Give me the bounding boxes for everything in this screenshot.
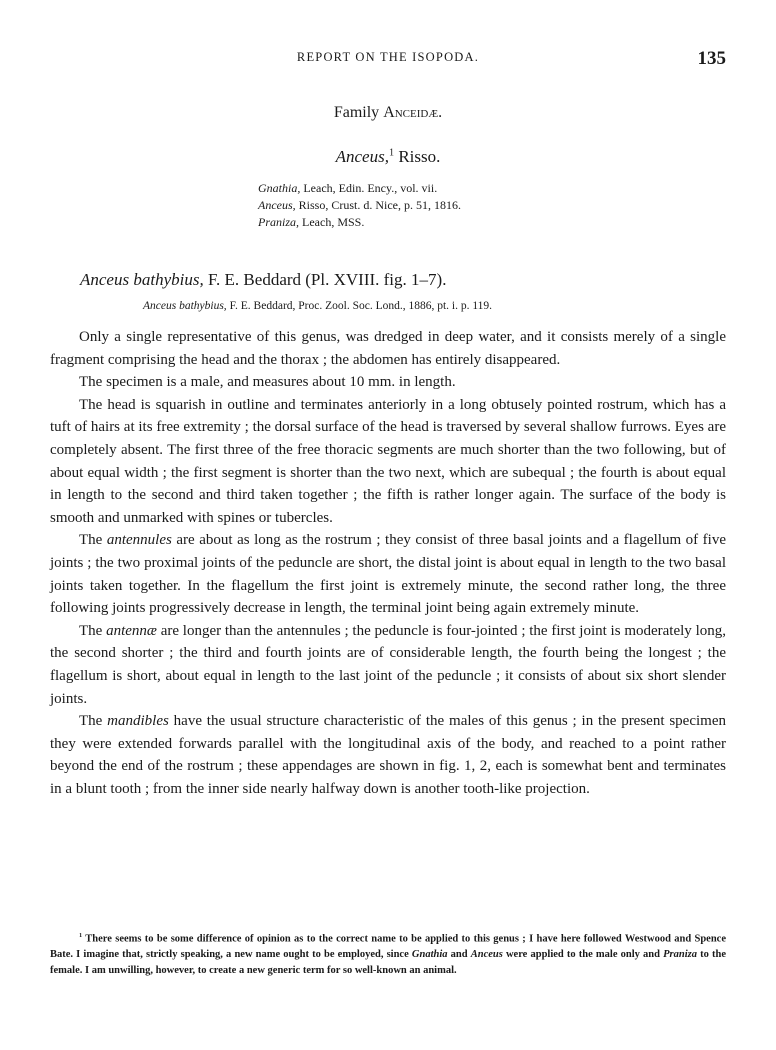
paragraph bbox=[50, 620, 726, 710]
species-heading bbox=[80, 270, 446, 290]
term-antennae: antennæ bbox=[106, 622, 157, 639]
footnote bbox=[50, 928, 726, 978]
running-head: REPORT ON THE ISOPODA. bbox=[296, 50, 480, 64]
species-reference bbox=[143, 300, 492, 312]
term-antennules: antennules bbox=[106, 532, 172, 549]
synonym-name: Gnathia, bbox=[258, 181, 301, 195]
text-run: are about as long as the rostrum ; they consist of three basal joints and a flagellum of five joints ; the two proximal joints of the peduncle are short, the distal joint is about equal in length to the two basal joints taken together. In the flagellum the first joint is extremely minute, the second rather long, the three following joints progressively decrease in length, the terminal joint being again extremely minute. bbox=[50, 532, 727, 617]
species-ref-text: F. E. Beddard, Proc. Zool. Soc. Lond., 1886, pt. i. p. 119. bbox=[226, 300, 493, 312]
term-gnathia: Gnathia bbox=[411, 949, 448, 960]
footnote-mark: 1 bbox=[388, 147, 395, 159]
footnote-mark: 1 bbox=[79, 932, 83, 939]
text-run: are longer than the antennules ; the peduncle is four-jointed ; the first joint is moderately long, the second shorter ; the third and fourth joints are of considerable length, the fourth being the longest ; the flagellum is short, about equal in length to the last joint of the peduncle ; it consists of about six short slender joints. bbox=[50, 622, 726, 707]
text-run: There seems to be some difference of opinion as to the correct name to be applied to this genus ; I have here followed Westwood and Spence Bate. I imagine that, strictly speaking, a new name ought to be employed, since bbox=[50, 933, 726, 960]
synonym-ref: Leach, Edin. Ency., vol. vii. bbox=[300, 181, 438, 195]
paragraph: The specimen is a male, and measures about 10 mm. in length. bbox=[79, 374, 456, 391]
text-run: The bbox=[79, 713, 108, 730]
synonym-ref: Leach, MSS. bbox=[299, 215, 365, 229]
synonym-name: Anceus, bbox=[258, 198, 296, 212]
page-number: 135 bbox=[697, 48, 726, 69]
text-run: have the usual structure characteristic of the males of this genus ; in the present specimen they were extended forwards parallel with the longitudinal axis of the body, and reached to a point rather beyond the end of the rostrum ; these appendages are shown in fig. 1, 2, each is somewhat bent and terminates in a blunt tooth ; from the inner side nearly halfway down is another tooth-like projection. bbox=[50, 713, 726, 797]
paragraph: The head is squarish in outline and terminates anteriorly in a long obtusely pointed rostrum, which has a tuft of hairs at its free extremity ; the dorsal surface of the head is traversed by several shallow furrows. Eyes are completely absent. The first three of the free thoracic segments are much shorter than the two following, but of about equal width ; the first segment is shorter than the two next, which are subequal ; the fourth is about equal in length to the second and third taken together ; the fifth is rather longer again. The surface of the body is smooth and unmarked with spines or tubercles. bbox=[50, 396, 726, 526]
paragraph bbox=[50, 529, 726, 619]
paragraph bbox=[50, 710, 726, 800]
term-praniza: Praniza bbox=[663, 949, 697, 960]
synonym-name: Praniza, bbox=[258, 215, 300, 229]
text-run: to the female. I am unwilling, however, to create a new generic term for so well-known an animal. bbox=[50, 949, 726, 976]
synonym-ref: Risso, Crust. d. Nice, p. 51, 1816. bbox=[295, 198, 461, 212]
species-author: F. E. Beddard (Pl. XVIII. fig. 1–7). bbox=[203, 270, 447, 289]
genus-heading bbox=[0, 147, 776, 167]
family-prefix: Family bbox=[333, 104, 384, 121]
genus-name: Anceus, bbox=[335, 147, 389, 166]
text-run: were applied to the male only and bbox=[502, 949, 664, 960]
synonym-item bbox=[258, 214, 461, 231]
family-heading bbox=[0, 104, 776, 122]
synonym-list bbox=[258, 180, 461, 231]
text-run: and bbox=[447, 949, 471, 960]
footnote-text bbox=[50, 928, 726, 978]
genus-author: Risso. bbox=[394, 147, 441, 166]
text-run: The bbox=[79, 622, 107, 639]
term-anceus: Anceus bbox=[470, 949, 503, 960]
text-run: The bbox=[79, 532, 107, 549]
body-text bbox=[50, 326, 726, 800]
synonym-item bbox=[258, 197, 461, 214]
term-mandibles: mandibles bbox=[107, 713, 169, 730]
family-name: Anceidæ. bbox=[383, 104, 443, 121]
species-name: Anceus bathybius, bbox=[80, 270, 204, 289]
species-ref-name: Anceus bathybius, bbox=[143, 300, 227, 312]
synonym-item bbox=[258, 180, 461, 197]
paragraph: Only a single representative of this genus, was dredged in deep water, and it consists merely of a single fragment comprising the head and the thorax ; the abdomen has entirely disappeared. bbox=[50, 329, 726, 368]
